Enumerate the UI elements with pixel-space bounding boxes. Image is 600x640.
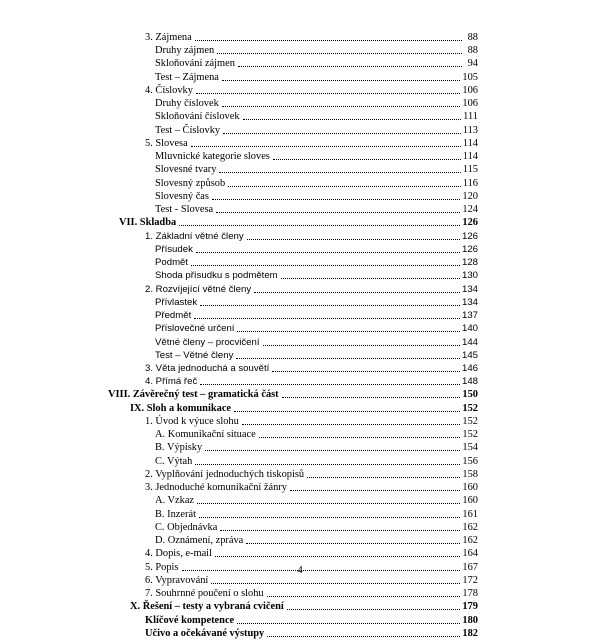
toc-entry (155, 323, 478, 335)
toc-entry-title: D. Oznámení, zpráva (155, 535, 244, 547)
toc-entry-page: 120 (462, 190, 478, 202)
toc-entry-page: 164 (462, 548, 478, 560)
toc-entry-title: Druhy zájmen (155, 45, 215, 57)
toc-entry-page: 167 (462, 561, 478, 573)
toc-entry (145, 284, 478, 296)
dot-leader (238, 65, 462, 67)
toc-entry-title: B. Inzerát (155, 508, 196, 520)
dot-leader (290, 489, 460, 491)
toc-entry-title: Slovesný čas (155, 190, 209, 202)
toc-entry-title: Příslovečné určení (155, 323, 235, 335)
toc-entry-page: 179 (462, 601, 478, 613)
toc-entry-title: IX. Sloh a komunikace (130, 402, 232, 414)
toc-entry-title: Přívlastek (155, 296, 198, 308)
toc-entry-page: 126 (461, 243, 478, 255)
dot-leader (191, 264, 460, 266)
toc-entry-title: A. Komunikační situace (155, 429, 256, 441)
toc-entry (130, 601, 478, 613)
dot-leader (272, 370, 460, 372)
toc-entry (145, 628, 478, 640)
dot-leader (199, 516, 460, 518)
toc-entry-page: 111 (463, 111, 478, 123)
dot-leader (195, 39, 462, 41)
toc-entry-title: 5. Slovesa (145, 137, 188, 149)
dot-leader (200, 304, 460, 306)
toc-entry-title: 2. Vyplňování jednoduchých tiskopisů (145, 468, 305, 480)
toc-entry (145, 575, 478, 587)
dot-leader (254, 291, 460, 293)
toc-entry (155, 191, 478, 203)
toc-entry (145, 482, 478, 494)
toc-entry-page: 144 (461, 336, 478, 348)
dot-leader (219, 171, 460, 173)
toc-entry (145, 615, 478, 627)
dot-leader (222, 105, 461, 107)
toc-entry-title: 1. Základní větné členy (145, 230, 244, 242)
toc-entry-page: 126 (461, 230, 478, 242)
toc-entry-page: 106 (462, 84, 478, 96)
toc-entry-title: C. Objednávka (155, 521, 218, 533)
toc-entry-page: 114 (462, 137, 478, 149)
toc-entry-title: VIII. Závěrečný test – gramatická část (108, 389, 279, 401)
dot-leader (267, 635, 460, 637)
toc-entry-page: 156 (462, 455, 478, 467)
toc-entry-title: Druhy číslovek (155, 98, 219, 110)
toc-entry (155, 164, 478, 176)
toc-entry-title: 4. Dopis, e-mail (145, 548, 212, 560)
toc-entry-title: Mluvnické kategorie sloves (155, 151, 270, 163)
toc-entry (155, 244, 478, 256)
dot-leader (228, 185, 461, 187)
toc-entry-page: 106 (462, 98, 478, 110)
dot-leader (216, 211, 460, 213)
toc-entry (155, 98, 478, 110)
dot-leader (287, 608, 461, 610)
toc-entry-title: Učivo a očekávané výstupy (145, 627, 265, 639)
toc-entry-page: 160 (462, 482, 478, 494)
toc-entry-title: 2. Rozvíjející větné členy (145, 283, 252, 295)
dot-leader (223, 132, 461, 134)
dot-leader (205, 449, 460, 451)
toc-entry (145, 231, 478, 243)
dot-leader (234, 410, 460, 412)
toc-entry (155, 456, 478, 468)
dot-leader (195, 463, 460, 465)
toc-entry-title: Předmět (155, 310, 192, 322)
toc-entry (145, 85, 478, 97)
toc-entry (155, 535, 478, 547)
toc-entry-title: Slovesný způsob (155, 177, 226, 189)
toc-entry-page: 140 (461, 323, 478, 335)
toc-entry-title: X. Řešení – testy a vybraná cvičení (130, 601, 284, 613)
toc-entry-title: Přísudek (155, 243, 193, 255)
dot-leader (194, 317, 460, 319)
dot-leader (307, 476, 460, 478)
toc-entry-title: 1. Úvod k výuce slohu (145, 415, 239, 427)
toc-entry-title: B. Výpisky (155, 442, 203, 454)
toc-entry-page: 180 (462, 614, 478, 626)
toc-entry-title: Shoda přísudku s podmětem (155, 270, 278, 282)
toc-entry-page: 178 (462, 588, 478, 600)
toc-entry-page: 182 (462, 627, 478, 639)
toc-entry (108, 389, 478, 401)
toc-entry-title: Test - Slovesa (155, 204, 214, 216)
toc-entry-title: Test – Větné členy (155, 349, 234, 361)
dot-leader (197, 502, 460, 504)
toc-entry-title: 6. Vypravování (145, 574, 209, 586)
toc-entry-title: 4. Přímá řeč (145, 376, 198, 388)
toc-entry-page: 162 (462, 521, 478, 533)
dot-leader (212, 198, 460, 200)
dot-leader (220, 529, 460, 531)
toc-entry-page: 126 (462, 217, 478, 229)
dot-leader (179, 224, 460, 226)
toc-entry-title: 3. Zájmena (145, 32, 192, 43)
toc-entry (145, 32, 478, 44)
toc-entry-title: VII. Skladba (119, 217, 177, 229)
dot-leader (217, 52, 462, 54)
toc-entry-title: A. Vzkaz (155, 495, 195, 507)
toc-entry-title: Skloňování zájmen (155, 58, 235, 70)
toc-entry-page: 94 (467, 58, 478, 70)
dot-leader (242, 423, 461, 425)
toc-entry-title: 7. Souhrnné poučení o slohu (145, 588, 264, 600)
toc-entry-page: 146 (461, 363, 478, 374)
toc-entry (155, 45, 478, 57)
dot-leader (243, 118, 462, 120)
toc-entry-title: 3. Věta jednoduchá a souvětí (145, 363, 270, 374)
page-number: 4 (297, 564, 303, 576)
toc-entry-title: Skloňování číslovek (155, 111, 240, 123)
toc-entry (155, 522, 478, 534)
toc-entry (155, 442, 478, 454)
toc-entry (155, 509, 478, 521)
dot-leader (222, 79, 461, 81)
dot-leader (273, 158, 461, 160)
dot-leader (211, 582, 460, 584)
toc-entry (155, 58, 478, 70)
toc-entry (155, 337, 478, 349)
dot-leader (267, 595, 461, 597)
toc-entry (155, 429, 478, 441)
toc-entry-page: 130 (461, 270, 478, 282)
dot-leader (236, 357, 460, 359)
toc-entry-title: 3. Jednoduché komunikační žánry (145, 482, 287, 494)
toc-entry-title: Test – Číslovky (155, 124, 221, 136)
toc-entry-title: 4. Číslovky (145, 84, 193, 96)
toc-entry-page: 145 (461, 349, 478, 361)
dot-leader (196, 92, 460, 94)
toc-entry-title: Klíčové kompetence (145, 614, 235, 626)
toc-entry-title: Test – Zájmena (155, 71, 219, 83)
dot-leader (196, 251, 460, 253)
toc-entry (119, 217, 478, 229)
dot-leader (191, 145, 461, 147)
toc-entry (145, 363, 478, 375)
toc-entry-page: 128 (461, 257, 478, 269)
toc-entry (145, 416, 478, 428)
dot-leader (281, 277, 460, 279)
toc-entry-page: 105 (462, 71, 478, 83)
toc-entry-page: 88 (467, 45, 478, 57)
dot-leader (237, 622, 460, 624)
toc-entry (155, 310, 478, 322)
toc-entry-page: 88 (467, 32, 478, 43)
toc-entry-page: 115 (462, 164, 478, 176)
toc-entry (155, 350, 478, 362)
dot-leader (247, 238, 460, 240)
toc-entry-page: 158 (462, 468, 478, 480)
dot-leader (215, 555, 460, 557)
toc-entry-title: Podmět (155, 257, 189, 269)
toc-entry-page: 162 (462, 535, 478, 547)
toc-entry-page: 150 (462, 389, 478, 401)
toc-entry-page: 160 (462, 495, 478, 507)
toc-entry-page: 161 (462, 508, 478, 520)
toc-entry (145, 469, 478, 481)
toc-entry-page: 152 (462, 415, 478, 427)
toc-entry-page: 113 (462, 124, 478, 136)
toc-entry-page: 152 (462, 402, 478, 414)
toc-entry (155, 72, 478, 84)
toc-entry-title: 5. Popis (145, 561, 179, 573)
dot-leader (259, 436, 461, 438)
toc-entry (155, 151, 478, 163)
toc-entry (145, 588, 478, 600)
toc-entry-page: 124 (462, 204, 478, 216)
toc-entry (155, 111, 478, 123)
toc-entry-title: C. Výtah (155, 455, 193, 467)
toc-entry (155, 270, 478, 282)
toc-entry-page: 172 (462, 574, 478, 586)
dot-leader (237, 330, 460, 332)
dot-leader (282, 396, 461, 398)
toc-entry-page: 134 (461, 296, 478, 308)
toc-entry-page: 154 (462, 442, 478, 454)
toc-entry-title: Slovesné tvary (155, 164, 217, 176)
toc-entry (145, 138, 478, 150)
dot-leader (200, 383, 460, 385)
toc-entry-page: 114 (462, 151, 478, 163)
toc-entry-page: 148 (461, 376, 478, 388)
toc-entry (155, 178, 478, 190)
dot-leader (246, 542, 460, 544)
dot-leader (263, 344, 460, 346)
toc-entry-page: 116 (462, 177, 478, 189)
toc-entry (145, 376, 478, 388)
toc-entry-page: 137 (461, 310, 478, 322)
toc-entry (130, 403, 478, 415)
toc-entry (145, 548, 478, 560)
toc-entry-page: 134 (461, 283, 478, 295)
toc-entry (155, 495, 478, 507)
toc-entry-title: Větné členy – procvičení (155, 336, 260, 348)
toc-entry (155, 204, 478, 216)
toc-entry (155, 257, 478, 269)
toc-entry (155, 297, 478, 309)
toc-entry (155, 125, 478, 137)
toc-entry-page: 152 (462, 429, 478, 441)
